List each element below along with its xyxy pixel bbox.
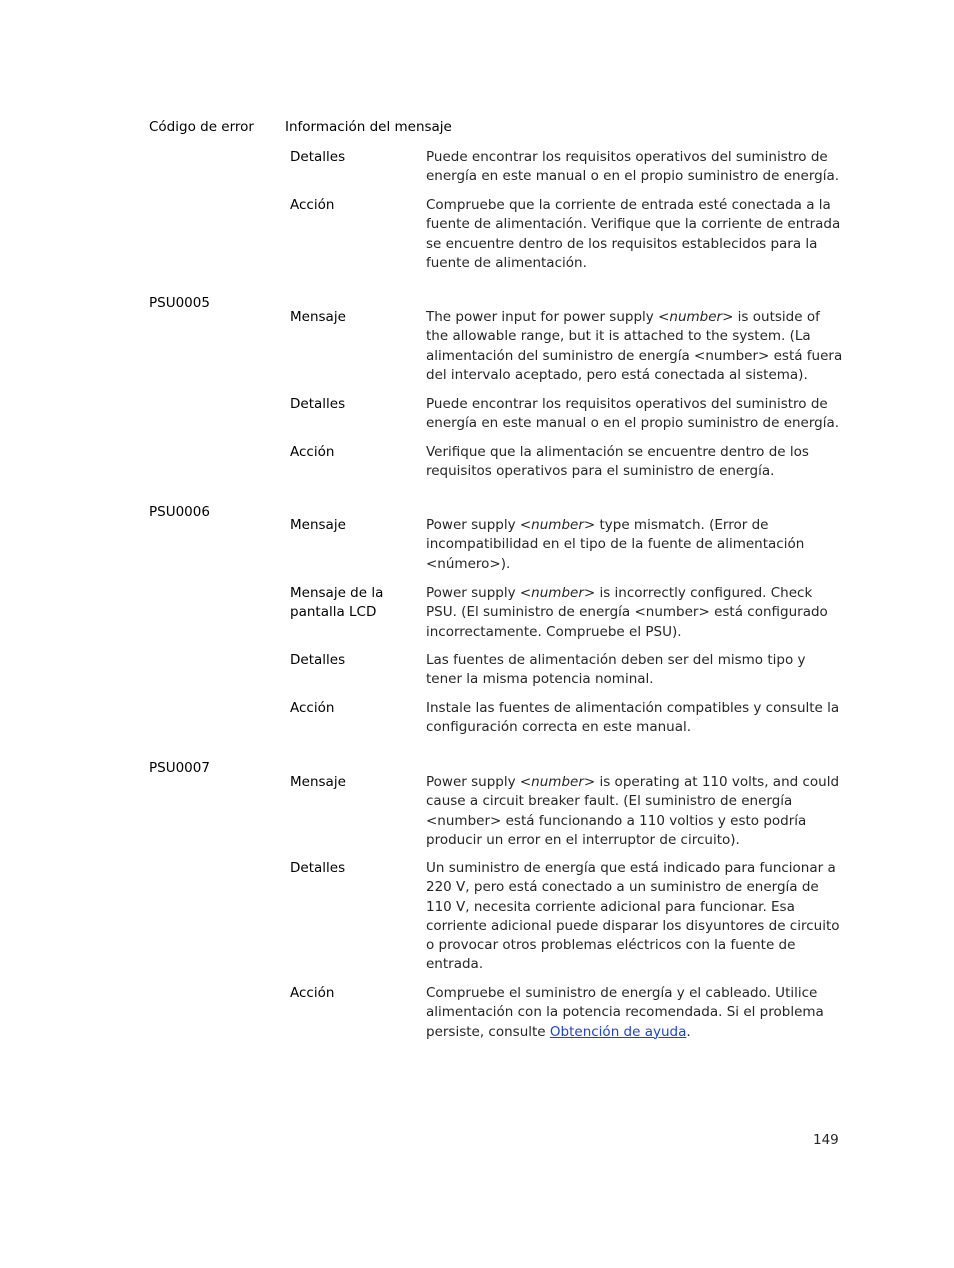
text-line: corriente adicional puede disparar los disyuntores de circuito	[426, 917, 840, 934]
mensaje-text	[426, 773, 840, 850]
accion-label: Acción	[290, 197, 335, 213]
text-line: 220 V, pero está conectado a un suministro de energía de	[426, 879, 819, 896]
text-line: Un suministro de energía que está indicado para funcionar a	[426, 860, 836, 876]
text-line	[426, 308, 832, 327]
detalles-label: Detalles	[290, 396, 346, 412]
text-line: energía en este manual o en el propio suministro de energía.	[426, 168, 840, 185]
accion-label: Acción	[290, 444, 335, 460]
label-line: Mensaje de la	[290, 585, 384, 601]
text-line: entrada.	[426, 956, 484, 973]
accion-text	[426, 443, 832, 482]
text-line	[426, 1023, 832, 1042]
text-part: The power input for power supply	[426, 309, 659, 325]
text-line: cause a circuit breaker fault. (El suministro de energía	[426, 793, 793, 810]
text-line: Instale las fuentes de alimentación compatibles y consulte la	[426, 700, 840, 716]
error-code-psu0005: PSU0005	[149, 295, 210, 311]
obtencion-de-ayuda-link[interactable]: Obtención de ayuda	[549, 1023, 687, 1040]
text-line: fuente de alimentación.	[426, 254, 587, 271]
number-placeholder: <number>	[519, 517, 596, 533]
column-header-error-code: Código de error	[149, 119, 254, 135]
text-line: incorrectamente. Compruebe el PSU).	[426, 623, 682, 640]
error-code-psu0007: PSU0007	[149, 760, 210, 776]
number-placeholder: <number>	[519, 585, 596, 601]
text-line: alimentación del suministro de energía <number> está fuera	[426, 347, 843, 364]
text-line: del intervalo aceptado, pero está conectada al sistema).	[426, 366, 808, 383]
column-header-message-info: Información del mensaje	[285, 119, 452, 135]
text-part: Power supply	[426, 517, 520, 533]
text-line: <número>).	[426, 555, 511, 572]
detalles-text	[426, 148, 840, 187]
lcd-message-label	[290, 584, 415, 623]
text-line: the allowable range, but it is attached to the system. (La	[426, 328, 811, 345]
detalles-text	[426, 395, 840, 434]
accion-label: Acción	[290, 700, 335, 716]
text-line: producir un error en el interruptor de circuito).	[426, 831, 740, 848]
text-line: incompatibilidad en el tipo de la fuente de alimentación	[426, 536, 805, 553]
accion-text	[426, 196, 841, 273]
accion-text	[426, 699, 840, 738]
text-line: requisitos operativos para el suministro de energía.	[426, 463, 775, 480]
detalles-text	[426, 651, 832, 690]
text-line: o provocar otros problemas eléctricos con la fuente de	[426, 937, 796, 954]
mensaje-label: Mensaje	[290, 517, 346, 533]
text-line: 110 V, necesita corriente adicional para funcionar. Esa	[426, 898, 795, 915]
text-line: PSU. (El suministro de energía <number> está configurado	[426, 604, 828, 621]
text-line: se encuentre dentro de los requisitos establecidos para la	[426, 235, 818, 252]
text-line: energía en este manual o en el propio suministro de energía.	[426, 415, 840, 432]
number-placeholder: <number>	[658, 309, 734, 325]
text-part: is incorrectly configured. Check	[595, 585, 813, 601]
mensaje-text	[426, 308, 843, 385]
text-part: type mismatch. (Error de	[595, 517, 769, 533]
detalles-label: Detalles	[290, 860, 346, 876]
text-line	[426, 516, 832, 535]
accion-label: Acción	[290, 985, 335, 1001]
text-line: Puede encontrar los requisitos operativos del suministro de	[426, 149, 828, 165]
text-part: persiste, consulte	[426, 1023, 550, 1040]
text-line: tener la misma potencia nominal.	[426, 671, 654, 688]
accion-text	[426, 984, 832, 1042]
text-line: Las fuentes de alimentación deben ser del mismo tipo y	[426, 652, 806, 668]
text-line: alimentación con la potencia recomendada. Si el problema	[426, 1004, 824, 1021]
text-line	[426, 773, 840, 792]
page-number: 149	[813, 1132, 839, 1148]
text-line: Compruebe que la corriente de entrada esté conectada a la	[426, 197, 831, 213]
mensaje-label: Mensaje	[290, 774, 346, 790]
text-part: is operating at 110 volts, and could	[595, 774, 840, 790]
text-line: fuente de alimentación. Verifique que la corriente de entrada	[426, 216, 841, 233]
text-part: Power supply	[426, 585, 520, 601]
detalles-text	[426, 859, 840, 975]
detalles-label: Detalles	[290, 652, 346, 668]
text-part: Power supply	[426, 774, 520, 790]
text-line: configuración correcta en este manual.	[426, 719, 692, 736]
text-line: Verifique que la alimentación se encuentre dentro de los	[426, 444, 809, 460]
text-line: <number> está funcionando a 110 voltios y esto podría	[426, 812, 807, 829]
detalles-label: Detalles	[290, 149, 346, 165]
lcd-message-text	[426, 584, 832, 642]
label-line: pantalla LCD	[290, 604, 377, 621]
mensaje-text	[426, 516, 832, 574]
text-part: .	[686, 1023, 691, 1040]
text-line: Puede encontrar los requisitos operativos del suministro de	[426, 396, 828, 412]
error-code-psu0006: PSU0006	[149, 504, 210, 520]
text-line: Compruebe el suministro de energía y el cableado. Utilice	[426, 985, 818, 1001]
number-placeholder: <number>	[519, 774, 596, 790]
text-part: is outside of	[733, 309, 820, 325]
mensaje-label: Mensaje	[290, 309, 346, 325]
text-line	[426, 584, 832, 603]
